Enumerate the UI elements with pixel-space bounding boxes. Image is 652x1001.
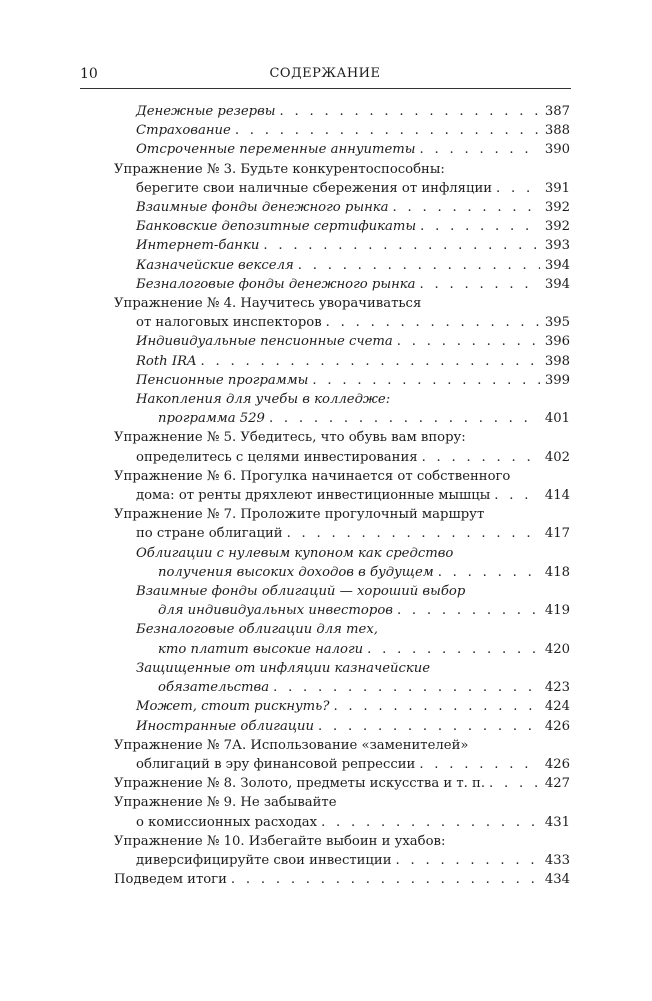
dot-leader bbox=[333, 697, 540, 716]
toc-chapter-entry[interactable] bbox=[114, 774, 570, 793]
toc-entry-title: Индивидуальные пенсионные счета bbox=[136, 334, 393, 350]
toc-entry-line bbox=[136, 332, 570, 351]
toc-section-entry[interactable] bbox=[114, 256, 570, 275]
toc-page-number: 398 bbox=[544, 353, 570, 369]
toc-entry-title: Денежные резервы bbox=[136, 104, 276, 119]
toc-chapter-entry[interactable] bbox=[114, 832, 570, 870]
toc-chapter-entry[interactable] bbox=[114, 428, 570, 466]
toc-section-entry[interactable] bbox=[114, 352, 570, 371]
toc-page-number: 395 bbox=[544, 315, 570, 331]
toc-page-number: 394 bbox=[544, 257, 570, 273]
dot-leader bbox=[419, 755, 540, 774]
dot-leader bbox=[273, 678, 540, 697]
toc-entry-title: Казначейские векселя bbox=[136, 257, 294, 273]
toc-page-number: 427 bbox=[544, 776, 570, 792]
toc-entry-title: Безналоговые облигации для тех, bbox=[136, 622, 378, 638]
toc-entry-title: Упражнение № 8. Золото, предметы искусства и т. п. bbox=[114, 776, 486, 792]
toc-entry-title: Интернет-банки bbox=[136, 238, 260, 254]
toc-entry-line bbox=[136, 236, 570, 255]
toc-entry-title: Облигации с нулевым купоном как средство bbox=[136, 545, 454, 561]
toc-entry-line bbox=[136, 256, 570, 275]
toc-entry-title: обязательства bbox=[158, 680, 270, 696]
toc-entry-line bbox=[136, 563, 570, 582]
toc-section-entry[interactable] bbox=[114, 544, 570, 582]
toc-entry-line bbox=[136, 640, 570, 659]
dot-leader bbox=[420, 217, 540, 236]
toc-section-entry[interactable] bbox=[114, 582, 570, 620]
toc-entry-line bbox=[114, 448, 570, 467]
toc-page-number: 391 bbox=[544, 180, 570, 196]
dot-leader bbox=[393, 198, 540, 217]
toc-entry-line bbox=[136, 121, 570, 140]
toc-entry-line bbox=[114, 486, 570, 505]
toc-entry-line bbox=[114, 179, 570, 198]
dot-leader bbox=[201, 352, 540, 371]
toc-entry-title: Упражнение № 5. Убедитесь, что обувь вам впору: bbox=[114, 430, 466, 446]
toc-page-number: 423 bbox=[544, 680, 570, 696]
toc-entry-line bbox=[136, 140, 570, 159]
dot-leader bbox=[489, 774, 540, 793]
toc-entry-title: Упражнение № 4. Научитесь уворачиваться bbox=[114, 296, 422, 312]
toc-page-number: 390 bbox=[544, 142, 570, 158]
toc-entry-title: Взаимные фонды денежного рынка bbox=[136, 200, 389, 216]
toc-entry-line bbox=[136, 217, 570, 236]
table-of-contents bbox=[114, 102, 570, 889]
toc-entry-line bbox=[114, 505, 570, 524]
toc-entry-line bbox=[114, 851, 570, 870]
toc-section-entry[interactable] bbox=[114, 717, 570, 736]
toc-entry-title: Упражнение № 7. Проложите прогулочный маршрут bbox=[114, 507, 485, 523]
header-rule bbox=[80, 88, 571, 89]
toc-entry-title: получения высоких доходов в будущем bbox=[158, 564, 434, 580]
dot-leader bbox=[231, 870, 540, 889]
toc-entry-title: Может, стоит рискнуть? bbox=[136, 699, 330, 715]
toc-page-number: 431 bbox=[544, 814, 570, 830]
toc-entry-line bbox=[114, 294, 570, 313]
toc-page-number: 420 bbox=[544, 641, 570, 657]
toc-entry-title: Взаимные фонды облигаций — хороший выбор bbox=[136, 584, 466, 600]
dot-leader bbox=[496, 179, 540, 198]
toc-entry-line bbox=[114, 524, 570, 543]
dot-leader bbox=[298, 256, 540, 275]
toc-entry-title: Упражнение № 3. Будьте конкурентоспособны: bbox=[114, 161, 445, 177]
dot-leader bbox=[422, 448, 540, 467]
toc-entry-title: Банковские депозитные сертификаты bbox=[136, 219, 417, 235]
toc-section-entry[interactable] bbox=[114, 140, 570, 159]
toc-entry-title: Защищенные от инфляции казначейские bbox=[136, 660, 431, 676]
toc-entry-title: диверсифицируйте свои инвестиции bbox=[136, 852, 392, 868]
toc-page-number: 414 bbox=[544, 488, 570, 504]
toc-section-entry[interactable] bbox=[114, 198, 570, 217]
toc-entry-title: кто платит высокие налоги bbox=[158, 641, 364, 657]
dot-leader bbox=[420, 140, 540, 159]
dot-leader bbox=[263, 236, 540, 255]
toc-page-number: 388 bbox=[544, 123, 570, 139]
toc-entry-line bbox=[136, 102, 570, 121]
toc-entry-line bbox=[114, 870, 570, 889]
toc-page-number: 401 bbox=[544, 411, 570, 427]
toc-page-number: 426 bbox=[544, 756, 570, 772]
toc-entry-line bbox=[136, 275, 570, 294]
toc-entry-line bbox=[114, 813, 570, 832]
toc-entry-title: Упражнение № 7А. Использование «заменителей» bbox=[114, 737, 469, 753]
toc-entry-title: дома: от ренты дряхлеют инвестиционные мышцы bbox=[136, 488, 491, 504]
toc-entry-line bbox=[136, 620, 570, 639]
toc-page-number: 392 bbox=[544, 200, 570, 216]
toc-section-entry[interactable] bbox=[114, 659, 570, 697]
toc-section-entry[interactable] bbox=[114, 236, 570, 255]
toc-page-number: 394 bbox=[544, 276, 570, 292]
toc-page-number: 433 bbox=[544, 852, 570, 868]
dot-leader bbox=[318, 717, 540, 736]
toc-entry-title: Пенсионные программы bbox=[136, 372, 309, 388]
toc-chapter-entry[interactable] bbox=[114, 294, 570, 332]
dot-leader bbox=[280, 102, 540, 121]
running-title: СОДЕРЖАНИЕ bbox=[269, 66, 381, 81]
toc-page-number: 434 bbox=[544, 872, 570, 888]
toc-entry-line bbox=[114, 793, 570, 812]
toc-entry-title: Подведем итоги bbox=[114, 872, 227, 888]
toc-entry-line bbox=[136, 582, 570, 601]
dot-leader bbox=[235, 121, 540, 140]
toc-entry-line bbox=[136, 544, 570, 563]
dot-leader bbox=[420, 275, 540, 294]
toc-section-entry[interactable] bbox=[114, 697, 570, 716]
toc-entry-title: для индивидуальных инвесторов bbox=[158, 603, 393, 619]
dot-leader bbox=[269, 409, 540, 428]
toc-entry-title: Roth IRA bbox=[136, 353, 197, 369]
toc-chapter-entry[interactable] bbox=[114, 505, 570, 543]
toc-entry-line bbox=[136, 371, 570, 390]
toc-chapter-entry[interactable] bbox=[114, 870, 570, 889]
toc-entry-title: о комиссионных расходах bbox=[136, 814, 318, 830]
running-header bbox=[80, 66, 570, 86]
toc-entry-title: берегите свои наличные сбережения от инфляции bbox=[136, 180, 493, 196]
dot-leader bbox=[367, 640, 540, 659]
toc-entry-title: Иностранные облигации bbox=[136, 718, 315, 734]
toc-page-number: 426 bbox=[544, 718, 570, 734]
toc-entry-title: Накопления для учебы в колледже: bbox=[136, 392, 391, 408]
dot-leader bbox=[321, 813, 540, 832]
dot-leader bbox=[287, 524, 540, 543]
toc-entry-title: определитесь с целями инвестирования bbox=[136, 449, 418, 465]
toc-entry-line bbox=[114, 832, 570, 851]
toc-entry-line bbox=[114, 736, 570, 755]
toc-page-number: 419 bbox=[544, 603, 570, 619]
toc-page-number: 424 bbox=[544, 699, 570, 715]
toc-entry-title: по стране облигаций bbox=[136, 526, 283, 542]
toc-page-number: 387 bbox=[544, 104, 570, 119]
toc-entry-line bbox=[136, 198, 570, 217]
toc-section-entry[interactable] bbox=[114, 102, 570, 121]
toc-entry-line bbox=[114, 313, 570, 332]
toc-entry-line bbox=[136, 352, 570, 371]
toc-chapter-entry[interactable] bbox=[114, 793, 570, 831]
dot-leader bbox=[494, 486, 540, 505]
toc-entry-title: от налоговых инспекторов bbox=[136, 315, 322, 331]
toc-page-number: 399 bbox=[544, 372, 570, 388]
toc-entry-line bbox=[114, 774, 570, 793]
toc-chapter-entry[interactable] bbox=[114, 160, 570, 198]
toc-page-number: 393 bbox=[544, 238, 570, 254]
toc-section-entry[interactable] bbox=[114, 275, 570, 294]
toc-entry-title: Отсроченные переменные аннуитеты bbox=[136, 142, 416, 158]
toc-entry-line bbox=[136, 678, 570, 697]
dot-leader bbox=[396, 851, 541, 870]
toc-entry-line bbox=[136, 601, 570, 620]
toc-entry-title: Упражнение № 9. Не забывайте bbox=[114, 795, 337, 811]
dot-leader bbox=[438, 563, 540, 582]
toc-page-number: 417 bbox=[544, 526, 570, 542]
toc-entry-title: Упражнение № 10. Избегайте выбоин и ухабов: bbox=[114, 833, 446, 849]
dot-leader bbox=[397, 332, 540, 351]
toc-entry-line bbox=[114, 428, 570, 447]
toc-section-entry[interactable] bbox=[114, 332, 570, 351]
toc-entry-title: Упражнение № 6. Прогулка начинается от собственного bbox=[114, 468, 511, 484]
toc-page-number: 402 bbox=[544, 449, 570, 465]
toc-section-entry[interactable] bbox=[114, 620, 570, 658]
toc-entry-line bbox=[136, 659, 570, 678]
toc-chapter-entry[interactable] bbox=[114, 736, 570, 774]
toc-chapter-entry[interactable] bbox=[114, 467, 570, 505]
dot-leader bbox=[397, 601, 540, 620]
toc-section-entry[interactable] bbox=[114, 390, 570, 428]
toc-page-number: 392 bbox=[544, 219, 570, 235]
toc-page-number: 418 bbox=[544, 564, 570, 580]
toc-entry-title: Страхование bbox=[136, 123, 231, 139]
toc-entry-title: облигаций в эру финансовой репрессии bbox=[136, 756, 416, 772]
page-number: 10 bbox=[80, 66, 98, 82]
toc-page-number: 396 bbox=[544, 334, 570, 350]
toc-entry-line bbox=[114, 755, 570, 774]
dot-leader bbox=[326, 313, 540, 332]
toc-entry-line bbox=[136, 409, 570, 428]
toc-section-entry[interactable] bbox=[114, 371, 570, 390]
toc-entry-line bbox=[136, 717, 570, 736]
toc-entry-line bbox=[114, 467, 570, 486]
toc-entry-line bbox=[114, 160, 570, 179]
toc-entry-line bbox=[136, 390, 570, 409]
toc-entry-title: программа 529 bbox=[158, 411, 265, 427]
toc-entry-title: Безналоговые фонды денежного рынка bbox=[136, 276, 416, 292]
dot-leader bbox=[312, 371, 540, 390]
toc-entry-line bbox=[136, 697, 570, 716]
toc-section-entry[interactable] bbox=[114, 217, 570, 236]
toc-section-entry[interactable] bbox=[114, 121, 570, 140]
